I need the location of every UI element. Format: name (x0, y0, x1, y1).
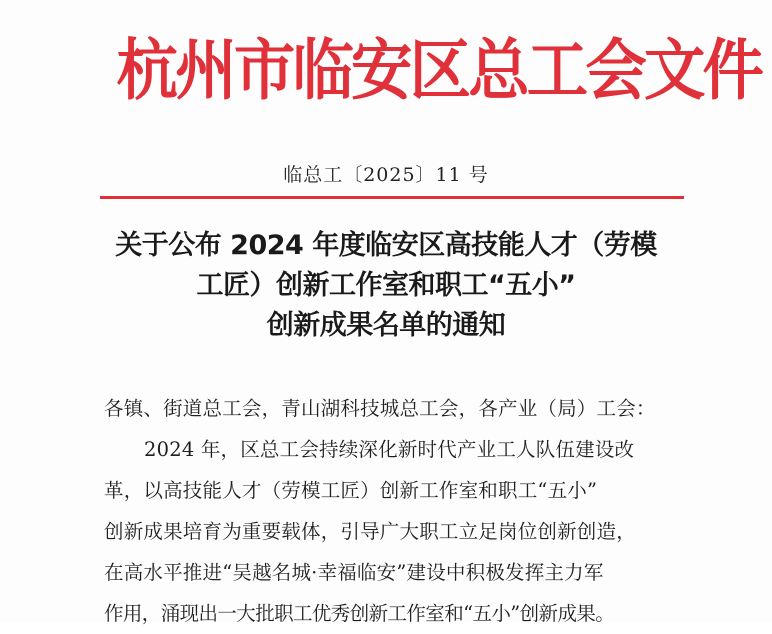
paragraph-line: 2024 年，区总工会持续深化新时代产业工人队伍建设改 (144, 438, 635, 461)
red-divider-line (100, 196, 684, 199)
document-number: 临总工〔2025〕11 号 (283, 164, 489, 186)
body-content (104, 388, 664, 634)
notice-title (80, 226, 692, 346)
paragraph-line: 作用，涌现出一大批职工优秀创新工作室和“五小”创新成果。 (104, 602, 615, 625)
title-line-3: 创新成果名单的通知 (266, 310, 506, 341)
paragraph-line: 在高水平推进“吴越名城·幸福临安”建设中积极发挥主力军 (104, 561, 604, 584)
salutation: 各镇、街道总工会，青山湖科技城总工会，各产业（局）工会： (104, 397, 656, 420)
title-line-1: 关于公布 2024 年度临安区高技能人才（劳模 (115, 230, 657, 261)
title-line-2: 工匠）创新工作室和职工“五小” (196, 270, 576, 301)
masthead-title: 杭州市临安区总工会文件 (116, 31, 762, 109)
paragraph-line: 革，以高技能人才（劳模工匠）创新工作室和职工“五小” (104, 479, 598, 502)
paragraph-line: 创新成果培育为重要载体，引导广大职工立足岗位创新创造， (104, 520, 636, 543)
